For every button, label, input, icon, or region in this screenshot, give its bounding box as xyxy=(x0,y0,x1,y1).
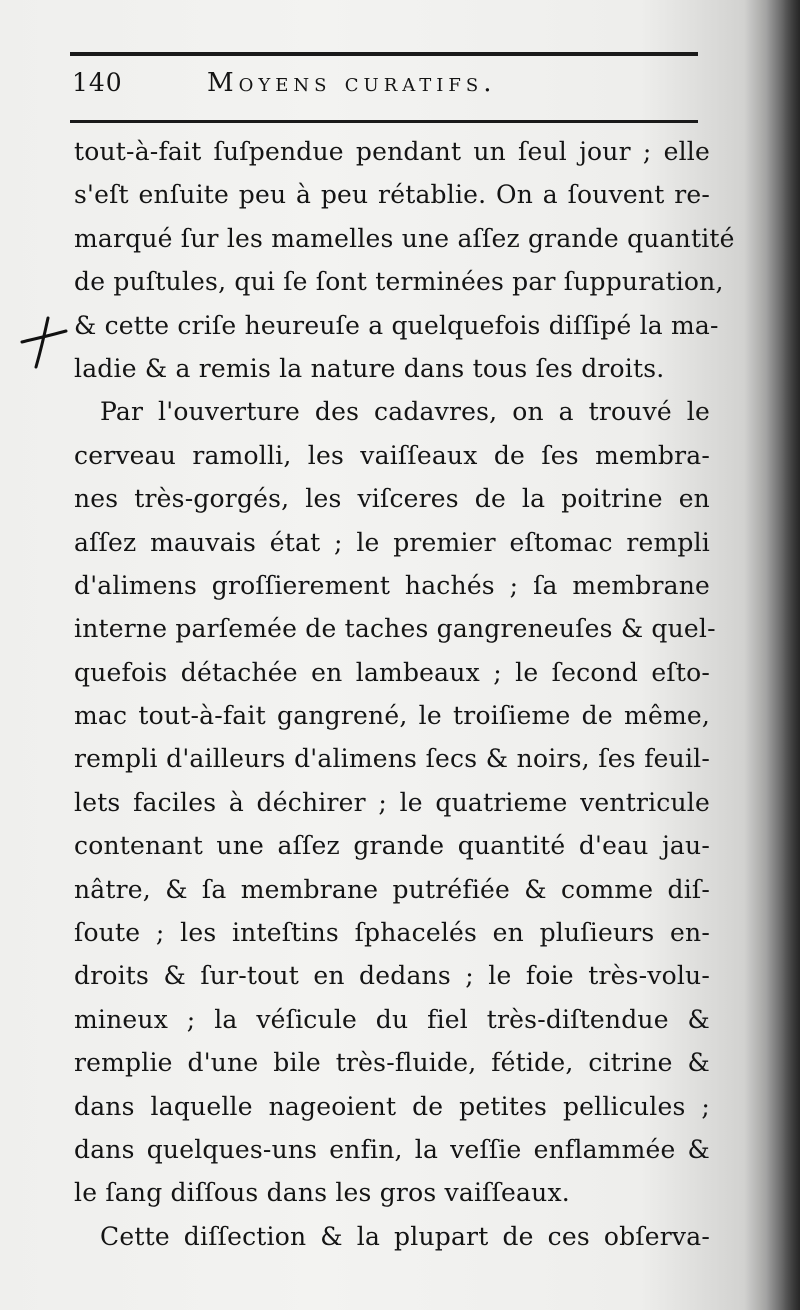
text-line: dans laquelle nageoient de petites pellicules ; xyxy=(74,1091,710,1121)
text-line: ſoute ; les inteſtins ſphacelés en pluſieurs en- xyxy=(74,918,710,948)
text-line: mac tout-à-fait gangrené, le troiſieme de même, xyxy=(74,701,710,731)
text-line: quefois détachée en lambeaux ; le ſecond eſto- xyxy=(74,657,710,687)
text-line: droits & ſur-tout en dedans ; le foie très-volu- xyxy=(74,961,710,991)
text-line: mineux ; la véſicule du fiel très-diſtendue & xyxy=(74,1004,710,1034)
page-header xyxy=(72,68,702,108)
handwritten-margin-mark-icon xyxy=(18,312,68,372)
text-line: contenant une aſſez grande quantité d'eau jau- xyxy=(74,831,710,861)
page-number: 140 xyxy=(72,68,123,97)
running-head: Moyens curatifs. xyxy=(207,68,497,98)
text-line: nâtre, & ſa membrane putréfiée & comme diſ- xyxy=(74,874,710,904)
text-line: tout-à-fait ſuſpendue pendant un ſeul jour ; elle xyxy=(74,137,710,166)
text-line: de puſtules, qui ſe ſont terminées par ſuppuration, xyxy=(74,267,724,297)
gutter-shadow xyxy=(766,0,800,1310)
text-line: s'eſt enſuite peu à peu rétablie. On a ſouvent re- xyxy=(74,180,710,210)
text-line: lets faciles à déchirer ; le quatrieme ventricule xyxy=(74,787,710,817)
header-rule-bottom xyxy=(70,120,698,123)
text-line: interne parſemée de taches gangreneuſes & quel- xyxy=(74,614,716,644)
text-line: marqué ſur les mamelles une aſſez grande quantité xyxy=(74,223,735,253)
text-line: d'alimens groſſierement hachés ; ſa membrane xyxy=(74,570,710,600)
text-line: Par l'ouverture des cadavres, on a trouvé le xyxy=(100,397,710,427)
text-line: dans quelques-uns enfin, la veſſie enflammée & xyxy=(74,1134,710,1164)
text-line: le ſang diſſous dans les gros vaiſſeaux. xyxy=(74,1178,570,1208)
text-line: cerveau ramolli, les vaiſſeaux de ſes membra- xyxy=(74,440,710,470)
text-line: remplie d'une bile très-fluide, fétide, citrine & xyxy=(74,1048,710,1078)
body-text xyxy=(74,130,735,1258)
text-line: rempli d'ailleurs d'alimens ſecs & noirs, ſes feuil- xyxy=(74,744,710,774)
text-line: ladie & a remis la nature dans tous ſes droits. xyxy=(74,353,665,383)
text-line: Cette diſſection & la plupart de ces obſerva- xyxy=(100,1221,710,1251)
text-line: & cette criſe heureuſe a quelquefois diſſipé la ma- xyxy=(74,310,719,340)
text-line: nes très-gorgés, les viſceres de la poitrine en xyxy=(74,484,710,514)
text-line: aſſez mauvais état ; le premier eſtomac rempli xyxy=(74,527,710,557)
header-rule-top xyxy=(70,52,698,56)
